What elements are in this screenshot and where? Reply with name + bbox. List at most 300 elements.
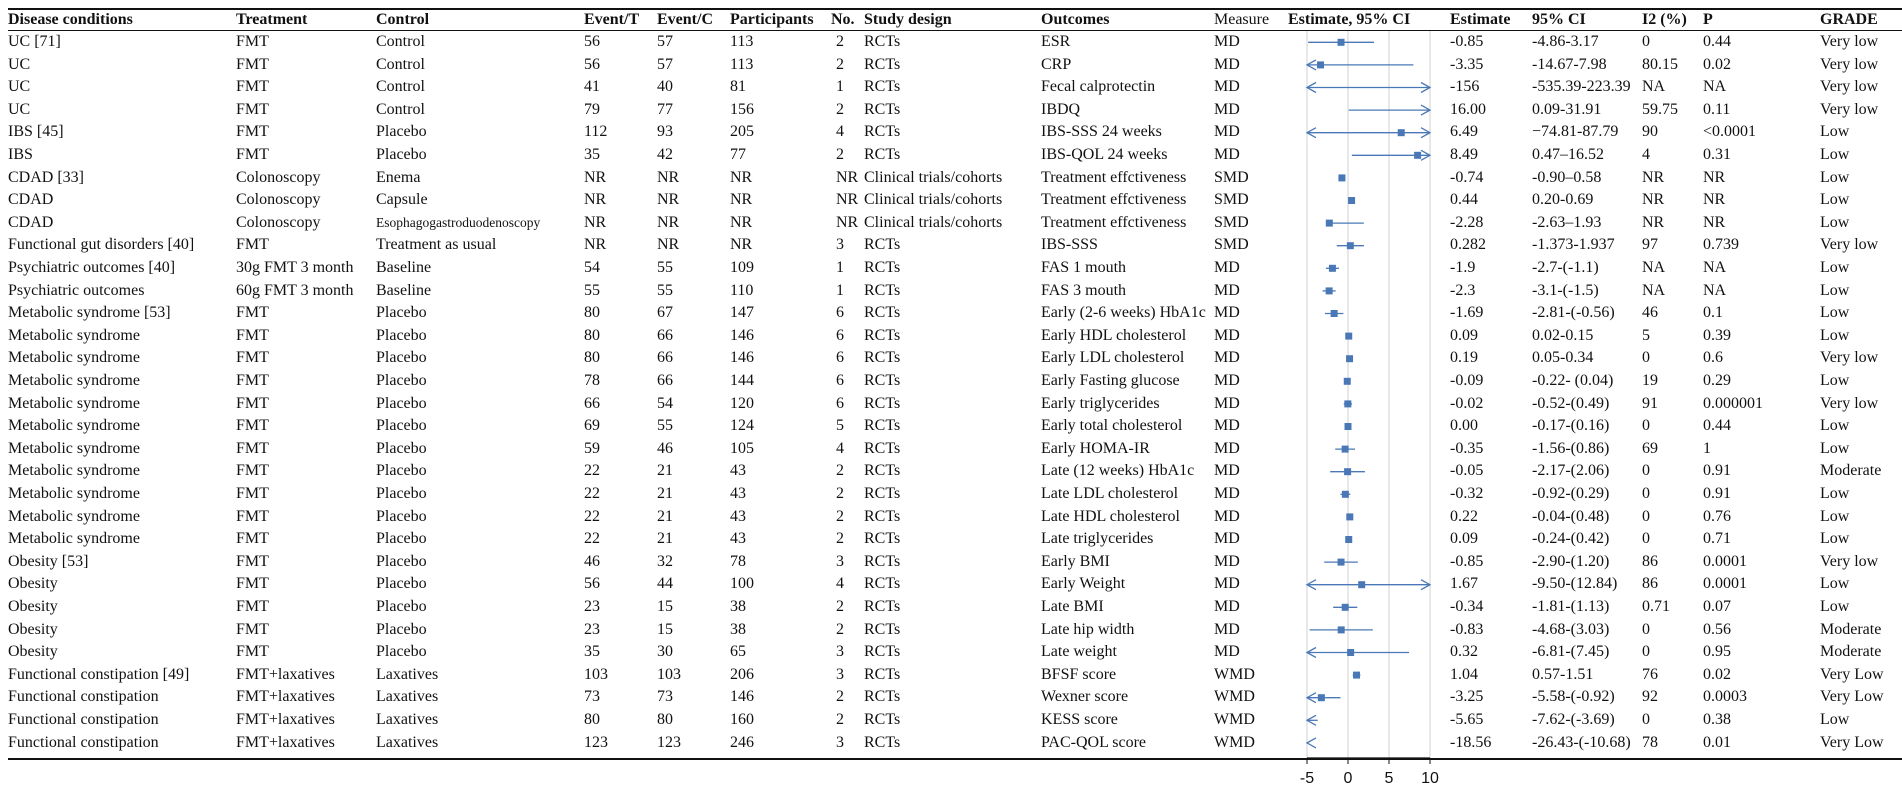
cell-control: Placebo: [376, 394, 427, 412]
cell-treatment: FMT: [236, 417, 269, 435]
cell-measure: MD: [1214, 507, 1240, 525]
cell-p: 0.44: [1703, 33, 1731, 50]
cell-control: Placebo: [376, 146, 427, 163]
cell-event-c: NR: [657, 191, 680, 209]
header-control: Control: [376, 11, 430, 28]
cell-measure: MD: [1214, 620, 1240, 638]
cell-outcome: Treatment effctiveness: [1041, 168, 1187, 186]
cell-outcome: CRP: [1041, 55, 1072, 73]
cell-event-c: 44: [657, 575, 673, 593]
cell-disease: IBS [45]: [8, 123, 64, 141]
cell-measure: MD: [1214, 326, 1240, 344]
cell-no: 2: [836, 55, 844, 73]
point-marker: [1346, 513, 1353, 520]
point-marker: [1338, 626, 1345, 633]
cell-treatment: FMT: [236, 552, 269, 570]
cell-grade: Low: [1820, 259, 1850, 276]
cell-no: 2: [836, 146, 844, 163]
cell-outcome: IBS-QOL 24 weeks: [1041, 146, 1168, 163]
cell-disease: UC: [8, 100, 31, 118]
cell-control: Placebo: [376, 643, 427, 661]
cell-event-c: 77: [657, 100, 673, 118]
cell-measure: MD: [1214, 349, 1240, 367]
cell-measure: WMD: [1214, 711, 1255, 728]
cell-grade: Very low: [1820, 349, 1879, 367]
point-marker: [1345, 536, 1352, 543]
cell-event-c: 73: [657, 688, 673, 706]
cell-disease: Metabolic syndrome: [8, 394, 140, 412]
cell-treatment: FMT: [236, 33, 269, 50]
cell-estimate: -0.85: [1450, 33, 1484, 50]
cell-participants: NR: [730, 236, 753, 254]
cell-disease: Metabolic syndrome: [8, 530, 140, 548]
tick-label-2: 5: [1384, 770, 1394, 787]
cell-measure: MD: [1214, 33, 1240, 50]
cell-event-t: 23: [584, 620, 600, 638]
cell-treatment: FMT: [236, 326, 269, 344]
cell-disease: Metabolic syndrome: [8, 439, 140, 457]
cell-event-t: 56: [584, 55, 600, 73]
cell-design: RCTs: [864, 507, 901, 525]
point-marker: [1331, 310, 1338, 317]
cell-ci: -2.81-(-0.56): [1532, 304, 1615, 322]
cell-ci: -0.22- (0.04): [1532, 372, 1614, 389]
cell-i2: NA: [1642, 78, 1666, 96]
cell-design: RCTs: [864, 100, 901, 118]
cell-p: 0.39: [1703, 326, 1731, 344]
header-measure: Measure: [1214, 11, 1270, 28]
cell-participants: NR: [730, 191, 753, 209]
cell-treatment: FMT: [236, 530, 269, 548]
cell-outcome: KESS score: [1041, 711, 1118, 728]
cell-grade: Low: [1820, 304, 1850, 322]
cell-control: Placebo: [376, 530, 427, 548]
cell-event-c: 123: [657, 733, 681, 751]
cell-p: 0.56: [1703, 620, 1731, 638]
cell-control: Placebo: [376, 417, 427, 435]
cell-treatment: FMT: [236, 462, 269, 480]
cell-treatment: 30g FMT 3 month: [236, 259, 354, 276]
cell-control: Baseline: [376, 259, 432, 276]
cell-i2: 0: [1642, 417, 1650, 435]
cell-no: 5: [836, 417, 844, 435]
cell-treatment: FMT: [236, 146, 269, 163]
cell-outcome: Late triglycerides: [1041, 530, 1154, 548]
cell-grade: Low: [1820, 213, 1850, 231]
cell-ci: -0.04-(0.48): [1532, 507, 1610, 525]
cell-event-c: 42: [657, 146, 673, 163]
cell-disease: UC [71]: [8, 33, 61, 50]
cell-event-c: 15: [657, 620, 673, 638]
cell-estimate: -0.74: [1450, 168, 1484, 186]
cell-grade: Low: [1820, 326, 1850, 344]
cell-participants: 146: [730, 688, 754, 706]
cell-design: RCTs: [864, 304, 901, 322]
header-estimate: Estimate: [1450, 11, 1511, 28]
header-outcome: Outcomes: [1041, 11, 1110, 28]
cell-estimate: 0.19: [1450, 349, 1478, 367]
cell-participants: 160: [730, 711, 754, 728]
cell-i2: 5: [1642, 326, 1650, 344]
cell-disease: Obesity: [8, 620, 58, 638]
cell-disease: Psychiatric outcomes [40]: [8, 259, 176, 276]
cell-event-c: 32: [657, 552, 673, 570]
point-marker: [1348, 197, 1355, 204]
cell-ci: -0.92-(0.29): [1532, 485, 1610, 502]
cell-treatment: FMT: [236, 349, 269, 367]
cell-disease: Obesity: [8, 575, 58, 593]
cell-no: 3: [836, 236, 844, 254]
cell-i2: 80.15: [1642, 55, 1678, 73]
cell-design: RCTs: [864, 439, 901, 457]
cell-p: NR: [1703, 168, 1726, 186]
point-marker: [1347, 649, 1354, 656]
header-plot: Estimate, 95% CI: [1288, 11, 1411, 28]
cell-event-t: 55: [584, 281, 600, 299]
point-marker: [1329, 265, 1336, 272]
cell-participants: 124: [730, 417, 754, 435]
cell-estimate: -5.65: [1450, 711, 1484, 728]
point-marker: [1345, 333, 1352, 340]
cell-design: RCTs: [864, 123, 901, 141]
cell-measure: MD: [1214, 439, 1240, 457]
point-marker: [1318, 694, 1325, 701]
cell-event-t: 35: [584, 146, 600, 163]
cell-participants: 43: [730, 462, 746, 480]
cell-outcome: Early HOMA-IR: [1041, 439, 1150, 457]
header-disease: Disease conditions: [8, 11, 133, 28]
cell-treatment: FMT: [236, 439, 269, 457]
cell-p: 0.44: [1703, 417, 1731, 435]
cell-control: Laxatives: [376, 711, 439, 728]
cell-i2: 86: [1642, 575, 1658, 593]
point-marker: [1342, 491, 1349, 498]
cell-disease: Metabolic syndrome: [8, 326, 140, 344]
cell-event-c: 66: [657, 372, 673, 389]
cell-p: 0.6: [1703, 349, 1723, 367]
cell-p: 0.07: [1703, 598, 1731, 615]
cell-treatment: FMT: [236, 643, 269, 661]
cell-p: 0.38: [1703, 711, 1731, 728]
cell-no: 1: [836, 259, 844, 276]
cell-disease: Metabolic syndrome: [8, 507, 140, 525]
cell-ci: -2.90-(1.20): [1532, 552, 1610, 570]
cell-treatment: FMT: [236, 575, 269, 593]
cell-outcome: Late (12 weeks) HbA1c: [1041, 462, 1195, 480]
cell-grade: Low: [1820, 146, 1850, 163]
cell-p: 0.95: [1703, 643, 1731, 661]
cell-outcome: Early BMI: [1041, 552, 1110, 570]
tick-label-1: 0: [1343, 770, 1353, 787]
cell-grade: Very low: [1820, 78, 1879, 96]
cell-no: 6: [836, 372, 844, 389]
cell-estimate: 6.49: [1450, 123, 1478, 141]
cell-outcome: IBDQ: [1041, 100, 1081, 118]
point-marker: [1346, 355, 1353, 362]
header-ci: 95% CI: [1532, 11, 1586, 28]
point-marker: [1345, 423, 1352, 430]
cell-event-t: 59: [584, 439, 600, 457]
cell-event-t: 22: [584, 485, 600, 502]
cell-treatment: FMT: [236, 304, 269, 322]
cell-no: 3: [836, 643, 844, 661]
cell-participants: 205: [730, 123, 754, 141]
cell-i2: 0: [1642, 507, 1650, 525]
cell-p: 0.31: [1703, 146, 1731, 163]
cell-event-c: 55: [657, 281, 673, 299]
cell-outcome: Fecal calprotectin: [1041, 78, 1156, 96]
cell-participants: 38: [730, 598, 746, 615]
cell-event-t: 56: [584, 575, 600, 593]
cell-design: RCTs: [864, 326, 901, 344]
cell-control: Enema: [376, 168, 421, 186]
cell-p: 0.1: [1703, 304, 1723, 322]
cell-no: 6: [836, 349, 844, 367]
cell-measure: MD: [1214, 372, 1240, 389]
cell-ci: -5.58-(-0.92): [1532, 688, 1615, 706]
point-marker: [1358, 581, 1365, 588]
cell-i2: 78: [1642, 733, 1658, 751]
cell-measure: MD: [1214, 462, 1240, 480]
cell-disease: CDAD: [8, 213, 54, 231]
cell-estimate: -3.35: [1450, 55, 1484, 73]
point-marker: [1338, 559, 1345, 566]
cell-treatment: 60g FMT 3 month: [236, 281, 354, 299]
point-marker: [1342, 446, 1349, 453]
cell-treatment: FMT: [236, 123, 269, 141]
cell-p: 0.739: [1703, 236, 1739, 254]
cell-grade: Very Low: [1820, 665, 1884, 683]
cell-grade: Low: [1820, 530, 1850, 548]
point-marker: [1338, 39, 1345, 46]
cell-outcome: Late LDL cholesterol: [1041, 485, 1179, 502]
cell-control: Laxatives: [376, 688, 439, 706]
point-marker: [1344, 378, 1351, 385]
cell-estimate: 1.67: [1450, 575, 1478, 593]
cell-measure: MD: [1214, 530, 1240, 548]
cell-event-c: 15: [657, 598, 673, 615]
cell-i2: 69: [1642, 439, 1658, 457]
cell-design: Clinical trials/cohorts: [864, 191, 1003, 209]
cell-control: Capsule: [376, 191, 428, 209]
cell-no: 2: [836, 462, 844, 480]
cell-estimate: -3.25: [1450, 688, 1484, 706]
point-marker: [1326, 220, 1333, 227]
cell-ci: -1.373-1.937: [1532, 236, 1615, 254]
cell-event-t: 80: [584, 349, 600, 367]
header-i2: I2 (%): [1642, 11, 1687, 28]
cell-control: Baseline: [376, 281, 432, 299]
cell-design: RCTs: [864, 711, 901, 728]
cell-p: 0.91: [1703, 485, 1731, 502]
cell-treatment: FMT+laxatives: [236, 688, 335, 706]
cell-control: Placebo: [376, 326, 427, 344]
cell-outcome: Late HDL cholesterol: [1041, 507, 1180, 525]
cell-treatment: Colonoscopy: [236, 168, 321, 186]
cell-estimate: 1.04: [1450, 665, 1478, 683]
cell-measure: MD: [1214, 123, 1240, 141]
header-design: Study design: [864, 11, 952, 28]
cell-p: 0.0003: [1703, 688, 1747, 706]
cell-participants: 144: [730, 372, 754, 389]
cell-participants: 43: [730, 530, 746, 548]
cell-outcome: BFSF score: [1041, 665, 1117, 683]
point-marker: [1317, 61, 1324, 68]
cell-p: 0.11: [1703, 100, 1731, 118]
cell-participants: 110: [730, 281, 754, 299]
cell-outcome: Late hip width: [1041, 620, 1135, 638]
cell-no: 2: [836, 530, 844, 548]
cell-estimate: -0.32: [1450, 485, 1484, 502]
cell-control: Placebo: [376, 462, 427, 480]
cell-p: NR: [1703, 213, 1726, 231]
cell-i2: 0: [1642, 620, 1650, 638]
cell-p: 0.000001: [1703, 394, 1763, 412]
cell-event-c: 55: [657, 417, 673, 435]
cell-participants: 246: [730, 733, 754, 751]
cell-p: 1: [1703, 439, 1711, 457]
cell-ci: -9.50-(12.84): [1532, 575, 1618, 593]
cell-outcome: Early triglycerides: [1041, 394, 1160, 412]
cell-no: NR: [836, 191, 859, 209]
cell-grade: Very low: [1820, 394, 1879, 412]
cell-grade: Very low: [1820, 55, 1879, 73]
cell-control: Control: [376, 55, 425, 73]
cell-i2: 19: [1642, 372, 1658, 389]
cell-grade: Low: [1820, 191, 1850, 209]
cell-no: 3: [836, 552, 844, 570]
cell-event-t: 54: [584, 259, 600, 276]
cell-design: RCTs: [864, 55, 901, 73]
cell-measure: MD: [1214, 55, 1240, 73]
cell-no: 6: [836, 394, 844, 412]
point-marker: [1347, 242, 1354, 249]
cell-p: 0.02: [1703, 665, 1731, 683]
cell-ci: -1.81-(1.13): [1532, 598, 1610, 615]
cell-ci: -535.39-223.39: [1532, 78, 1631, 96]
point-marker: [1398, 129, 1405, 136]
cell-grade: Low: [1820, 439, 1850, 457]
cell-ci: -2.63–1.93: [1532, 213, 1602, 231]
cell-event-t: NR: [584, 236, 607, 254]
cell-control: Control: [376, 100, 425, 118]
cell-design: RCTs: [864, 236, 901, 254]
cell-participants: 43: [730, 485, 746, 502]
cell-disease: UC: [8, 55, 31, 73]
cell-measure: MD: [1214, 146, 1240, 163]
cell-treatment: FMT: [236, 620, 269, 638]
cell-outcome: FAS 1 mouth: [1041, 259, 1127, 276]
cell-i2: 90: [1642, 123, 1658, 141]
cell-design: RCTs: [864, 530, 901, 548]
cell-grade: Moderate: [1820, 620, 1882, 638]
cell-event-t: NR: [584, 191, 607, 209]
cell-grade: Moderate: [1820, 462, 1882, 480]
cell-estimate: -0.83: [1450, 620, 1484, 638]
cell-p: 0.02: [1703, 55, 1731, 73]
cell-ci: -2.17-(2.06): [1532, 462, 1610, 480]
cell-control: Placebo: [376, 552, 427, 570]
cell-i2: 0: [1642, 530, 1650, 548]
cell-treatment: FMT: [236, 55, 269, 73]
cell-control: Placebo: [376, 349, 427, 367]
cell-no: 6: [836, 304, 844, 322]
cell-event-t: 69: [584, 417, 600, 435]
cell-event-t: 22: [584, 462, 600, 480]
header-event-c: Event/C: [657, 11, 713, 28]
cell-event-c: 57: [657, 33, 673, 50]
cell-event-t: 41: [584, 78, 600, 96]
cell-disease: Metabolic syndrome [53]: [8, 304, 171, 322]
cell-disease: Psychiatric outcomes: [8, 281, 145, 299]
cell-p: 0.76: [1703, 507, 1731, 525]
cell-ci: -6.81-(7.45): [1532, 643, 1610, 661]
cell-treatment: FMT: [236, 372, 269, 389]
cell-event-t: 112: [584, 123, 608, 141]
cell-event-c: NR: [657, 236, 680, 254]
cell-treatment: Colonoscopy: [236, 191, 321, 209]
cell-ci: -26.43-(-10.68): [1532, 733, 1631, 751]
cell-estimate: -0.05: [1450, 462, 1484, 480]
cell-event-t: 123: [584, 733, 608, 751]
cell-ci: -0.90–0.58: [1532, 168, 1602, 186]
cell-treatment: FMT: [236, 100, 269, 118]
cell-disease: Metabolic syndrome: [8, 485, 140, 502]
cell-control: Placebo: [376, 620, 427, 638]
cell-event-t: 35: [584, 643, 600, 661]
cell-treatment: FMT+laxatives: [236, 711, 335, 728]
cell-p: NR: [1703, 191, 1726, 209]
cell-treatment: FMT+laxatives: [236, 665, 335, 683]
cell-event-t: 103: [584, 665, 608, 683]
cell-no: 2: [836, 598, 844, 615]
cell-grade: Very Low: [1820, 688, 1884, 706]
cell-i2: 0: [1642, 643, 1650, 661]
cell-estimate: -0.34: [1450, 598, 1484, 615]
cell-no: 4: [836, 123, 844, 141]
cell-design: RCTs: [864, 620, 901, 638]
cell-i2: 0.71: [1642, 598, 1670, 615]
cell-event-c: 30: [657, 643, 673, 661]
cell-measure: MD: [1214, 304, 1240, 322]
cell-outcome: Treatment effctiveness: [1041, 191, 1187, 209]
cell-measure: SMD: [1214, 168, 1249, 186]
header-event-t: Event/T: [584, 11, 640, 28]
cell-control: Placebo: [376, 439, 427, 457]
cell-control: Laxatives: [376, 665, 439, 683]
cell-participants: 78: [730, 552, 746, 570]
cell-i2: 0: [1642, 711, 1650, 728]
cell-ci: -3.1-(-1.5): [1532, 281, 1599, 299]
header-p: P: [1703, 11, 1713, 28]
cell-outcome: Wexner score: [1041, 688, 1129, 706]
cell-outcome: IBS-SSS: [1041, 236, 1098, 254]
cell-i2: 97: [1642, 236, 1658, 254]
cell-control: Treatment as usual: [376, 236, 497, 254]
cell-outcome: Early HDL cholesterol: [1041, 326, 1187, 344]
cell-measure: MD: [1214, 394, 1240, 412]
cell-p: 0.01: [1703, 733, 1731, 751]
cell-estimate: -2.3: [1450, 281, 1476, 299]
cell-grade: Low: [1820, 123, 1850, 141]
cell-no: 2: [836, 33, 844, 50]
cell-p: 0.29: [1703, 372, 1731, 389]
cell-estimate: -0.02: [1450, 394, 1484, 412]
cell-grade: Low: [1820, 598, 1850, 615]
cell-i2: 91: [1642, 394, 1658, 412]
cell-estimate: 0.09: [1450, 326, 1478, 344]
cell-estimate: 0.09: [1450, 530, 1478, 548]
